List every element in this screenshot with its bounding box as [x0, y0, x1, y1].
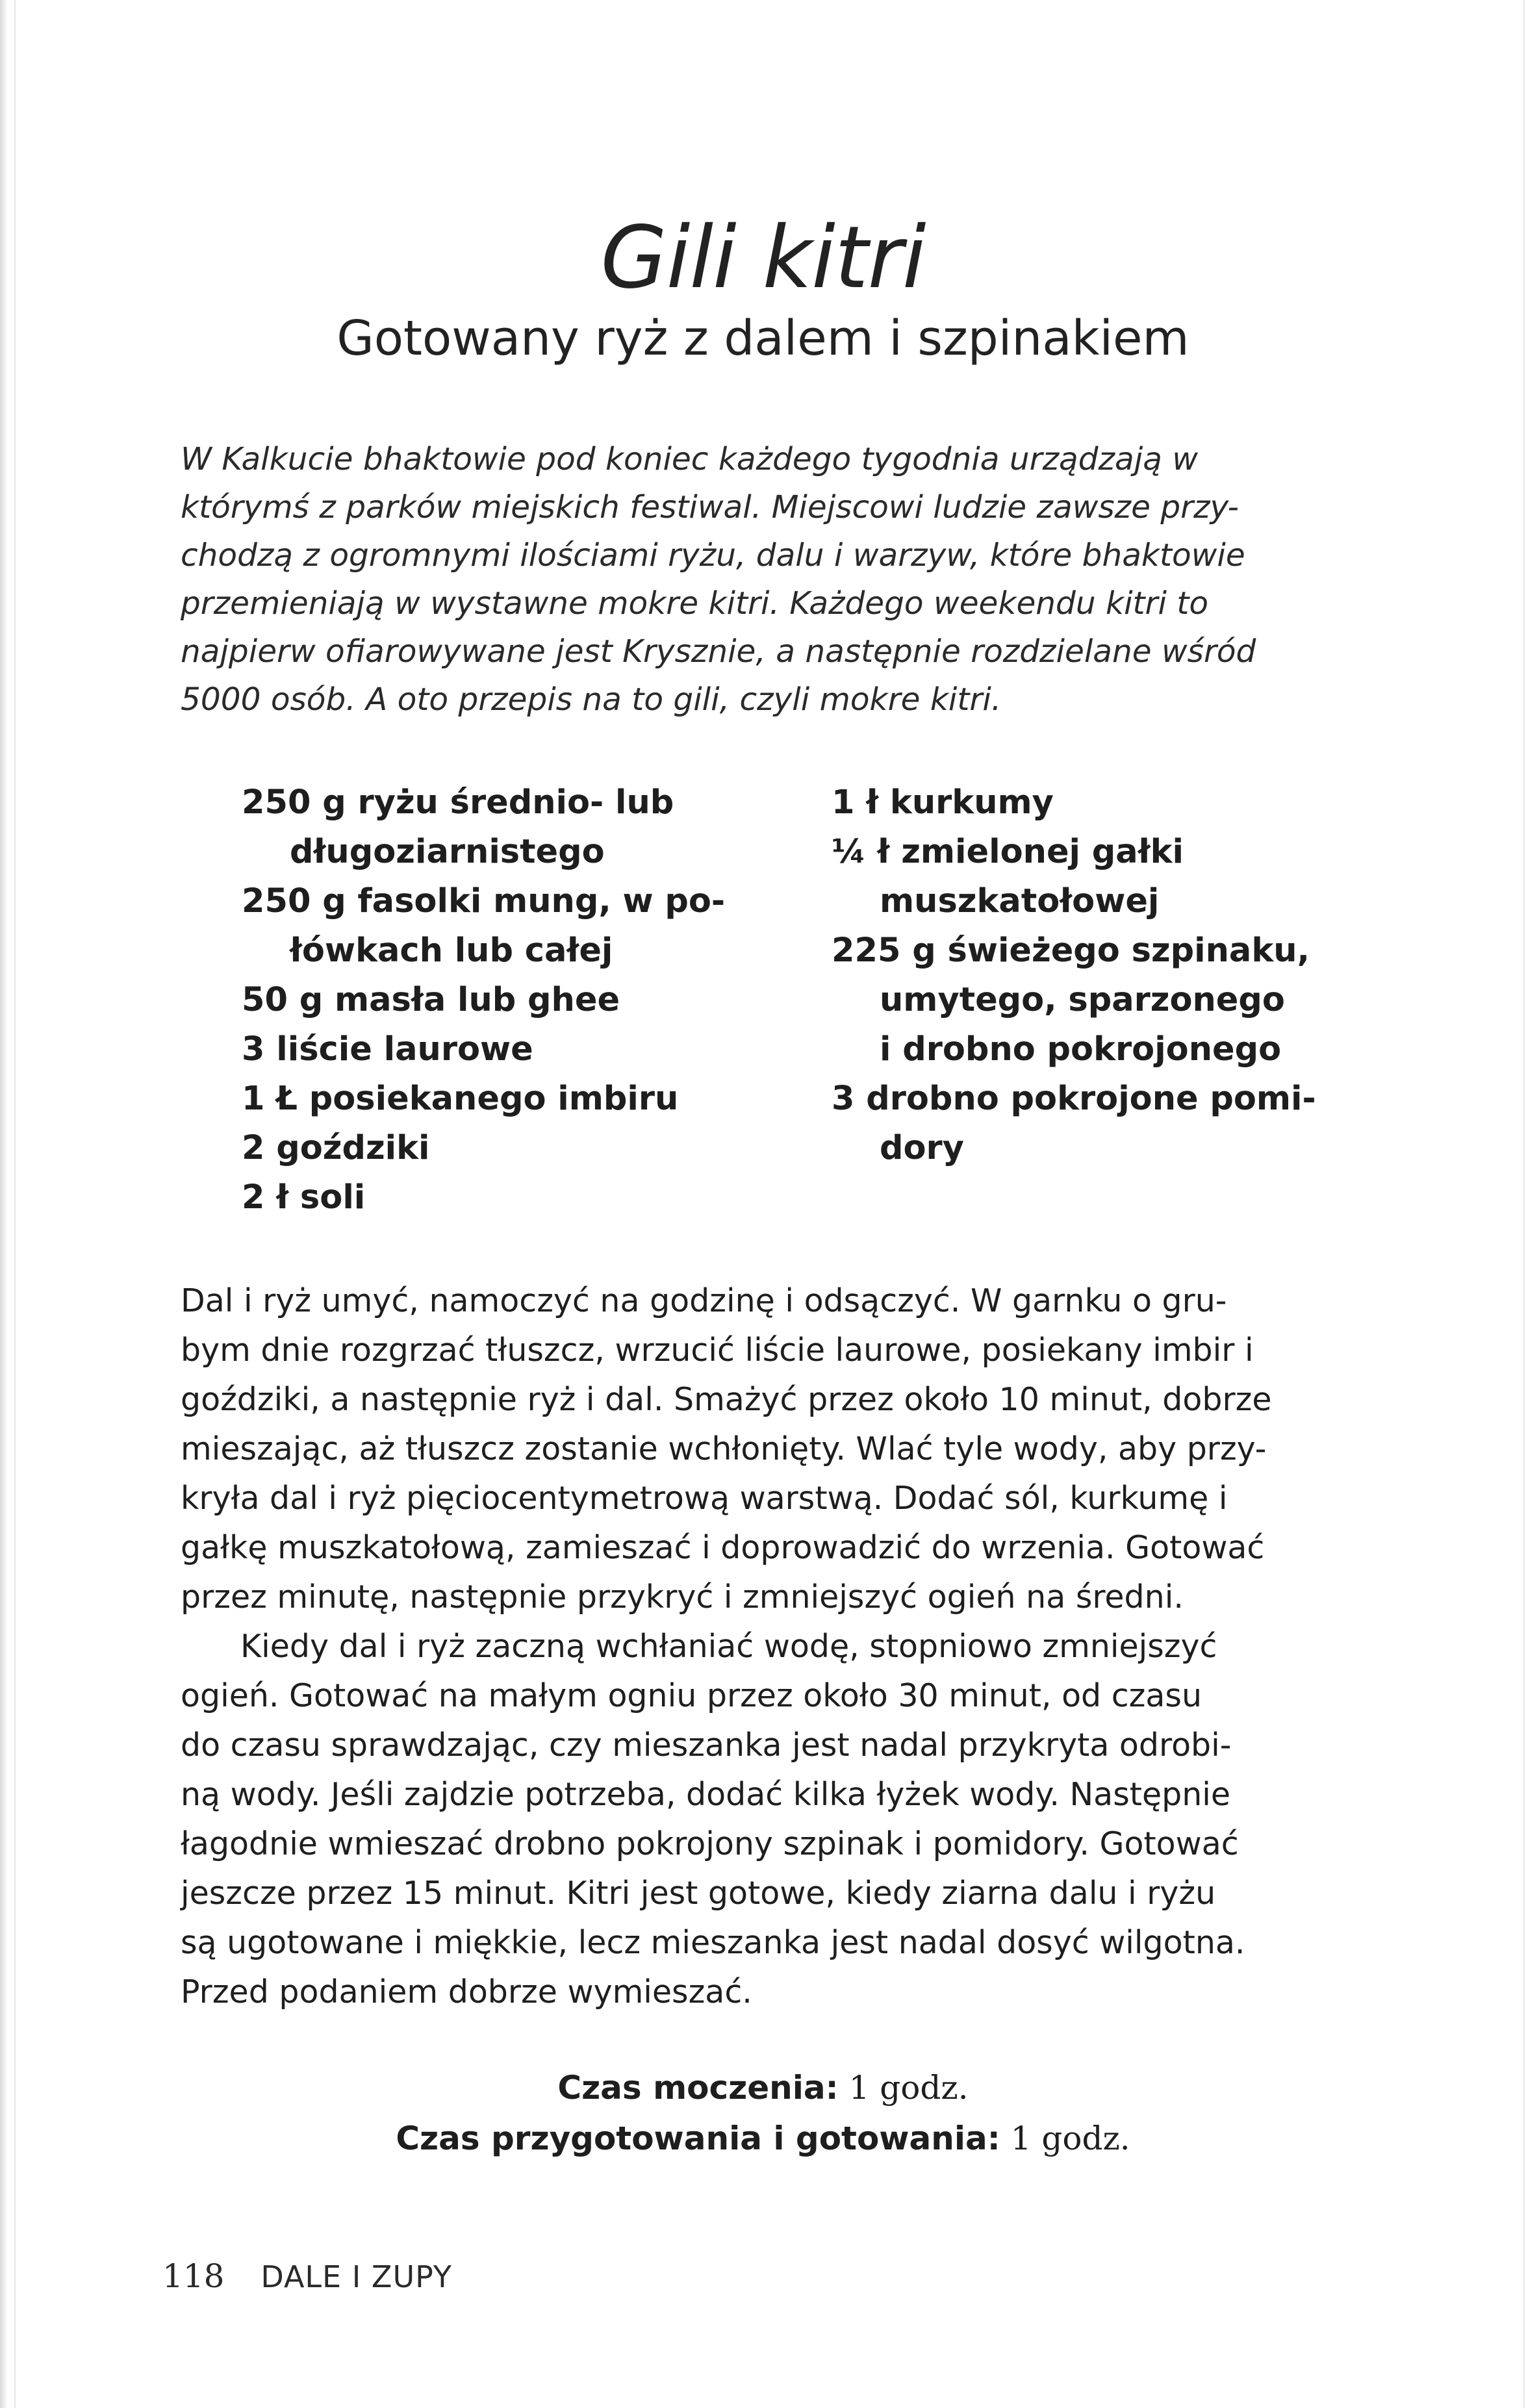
instruction-line: łagodnie wmieszać drobno pokrojony szpinak i pomidory. Gotować [181, 1825, 1239, 1862]
timing-info [0, 2062, 1526, 2164]
ingredients-left-column [242, 778, 826, 1223]
instruction-line: Dal i ryż umyć, namoczyć na godzinę i odsączyć. W garnku o gru- [181, 1282, 1227, 1319]
ingredient-item: łówkach lub całej [290, 932, 613, 970]
section-name: DALE I ZUPY [261, 2259, 452, 2294]
ingredient-item: 250 g fasolki mung, w po- [242, 882, 726, 920]
instruction-line: ną wody. Jeśli zajdzie potrzeba, dodać kilka łyżek wody. Następnie [181, 1776, 1231, 1813]
ingredient-item: długoziarnistego [290, 833, 605, 871]
intro-line: W Kalkucie bhaktowie pod koniec każdego tygodnia urządzają w [181, 441, 1199, 477]
intro-line: którymś z parków miejskich festiwal. Miejscowi ludzie zawsze przy- [181, 489, 1240, 526]
instruction-line: Przed podaniem dobrze wymieszać. [181, 1973, 752, 2010]
ingredient-item: umytego, sparzonego [880, 981, 1285, 1019]
ingredient-item: 3 drobno pokrojone pomi- [832, 1080, 1316, 1118]
instruction-line: przez minutę, następnie przykryć i zmniejszyć ogień na średni. [181, 1578, 1184, 1616]
page-footer [162, 2257, 452, 2295]
instruction-line: jeszcze przez 15 minut. Kitri jest gotowe, kiedy ziarna dalu i ryżu [181, 1875, 1216, 1912]
ingredient-item: 2 goździki [242, 1129, 430, 1167]
ingredient-item: 250 g ryżu średnio- lub [242, 783, 674, 822]
instruction-line: bym dnie rozgrzać tłuszcz, wrzucić liście laurowe, posiekany imbir i [181, 1332, 1254, 1369]
ingredient-item: 2 ł soli [242, 1178, 366, 1217]
prep-time-value: 1 godz. [1010, 2120, 1130, 2157]
ingredient-item: 225 g świeżego szpinaku, [832, 932, 1310, 970]
instruction-line: gałkę muszkatołową, zamieszać i doprowadzić do wrzenia. Gotować [181, 1529, 1265, 1566]
instruction-line: są ugotowane i miękkie, lecz mieszanka jest nadal dosyć wilgotna. [181, 1924, 1245, 1961]
instruction-line: goździki, a następnie ryż i dal. Smażyć przez około 10 minut, dobrze [181, 1381, 1272, 1418]
intro-line: chodzą z ogromnymi ilościami ryżu, dalu i warzyw, które bhaktowie [181, 537, 1245, 574]
ingredient-item: 1 Ł posiekanego imbiru [242, 1080, 679, 1118]
intro-paragraph [181, 435, 1428, 724]
ingredient-item: muszkatołowej [880, 882, 1160, 920]
soak-time [0, 2062, 1526, 2113]
recipe-title: Gili kitri [600, 208, 926, 308]
prep-time-label: Czas przygotowania i gotowania: [396, 2120, 1000, 2157]
ingredient-item: i drobno pokrojonego [880, 1030, 1282, 1069]
intro-line: przemieniają w wystawne mokre kitri. Każdego weekendu kitri to [181, 585, 1209, 622]
instruction-line: kryła dal i ryż pięciocentymetrową warstwą. Dodać sól, kurkumę i [181, 1480, 1228, 1517]
instruction-line: do czasu sprawdzając, czy mieszanka jest nadal przykryta odrobi- [181, 1727, 1232, 1764]
ingredient-item: 1 ł kurkumy [832, 783, 1054, 822]
page-number: 118 [162, 2257, 225, 2295]
instruction-line: ogień. Gotować na małym ogniu przez około 30 minut, od czasu [181, 1677, 1202, 1714]
ingredient-item: 3 liście laurowe [242, 1030, 533, 1069]
intro-line: najpierw ofiarowywane jest Krysznie, a następnie rozdzielane wśród [181, 633, 1256, 670]
ingredient-item: 50 g masła lub ghee [242, 981, 620, 1019]
instruction-line: mieszając, aż tłuszcz zostanie wchłonięty. Wlać tyle wody, aby przy- [181, 1430, 1267, 1467]
recipe-subtitle: Gotowany ryż z dalem i szpinakiem [337, 311, 1189, 366]
soak-time-value: 1 godz. [848, 2069, 969, 2107]
prep-time [0, 2113, 1526, 2164]
ingredient-item: dory [880, 1129, 964, 1167]
instruction-line: Kiedy dal i ryż zaczną wchłaniać wodę, stopniowo zmniejszyć [240, 1628, 1217, 1665]
soak-time-label: Czas moczenia: [557, 2069, 839, 2107]
ingredients-right-column [832, 778, 1416, 1173]
ingredient-item: ¼ ł zmielonej gałki [832, 833, 1184, 871]
intro-line: 5000 osób. A oto przepis na to gili, czyli mokre kitri. [181, 681, 1002, 718]
instructions [181, 1276, 1428, 2017]
